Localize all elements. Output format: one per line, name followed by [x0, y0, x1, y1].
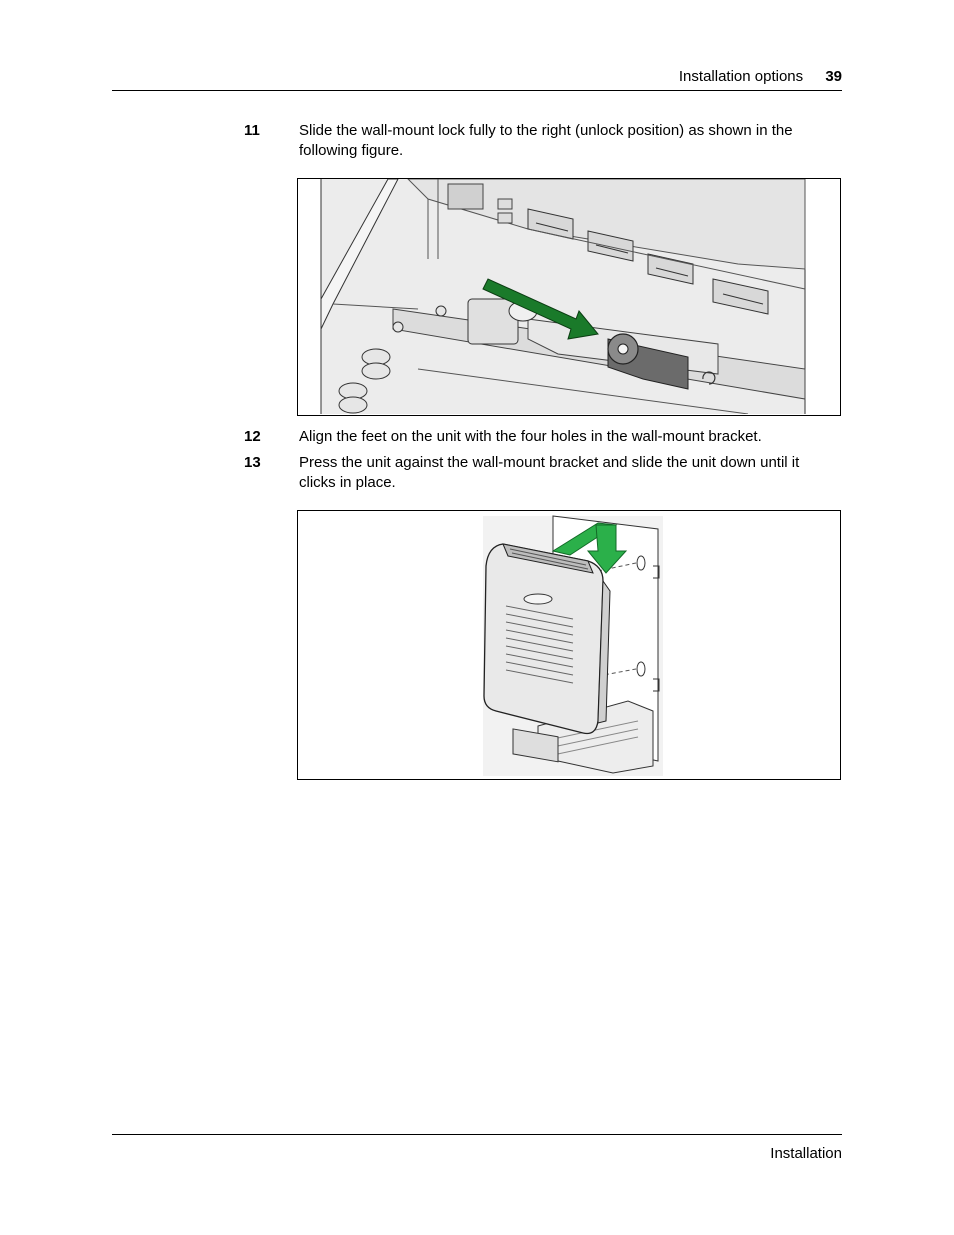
page-header — [112, 66, 842, 91]
footer-chapter: Installation — [770, 1145, 842, 1162]
step-text: Press the unit against the wall-mount bracket and slide the unit down until it clicks in place. — [299, 454, 800, 491]
step-number: 11 — [244, 122, 260, 139]
wall-mount-lock-illustration — [298, 179, 839, 414]
figure-wall-mount-lock — [297, 178, 841, 416]
mount-unit-illustration — [298, 511, 839, 778]
section-title: Installation options — [678, 68, 804, 85]
step-text: Align the feet on the unit with the four holes in the wall-mount bracket. — [299, 428, 762, 445]
step-number: 12 — [244, 428, 261, 445]
page-footer — [112, 1134, 842, 1162]
figure-mount-unit — [297, 510, 841, 780]
header-text — [679, 68, 842, 85]
step-number: 13 — [244, 454, 261, 471]
step-text: Slide the wall-mount lock fully to the right (unlock position) as shown in the following figure. — [299, 122, 793, 159]
page-number: 39 — [825, 68, 842, 85]
